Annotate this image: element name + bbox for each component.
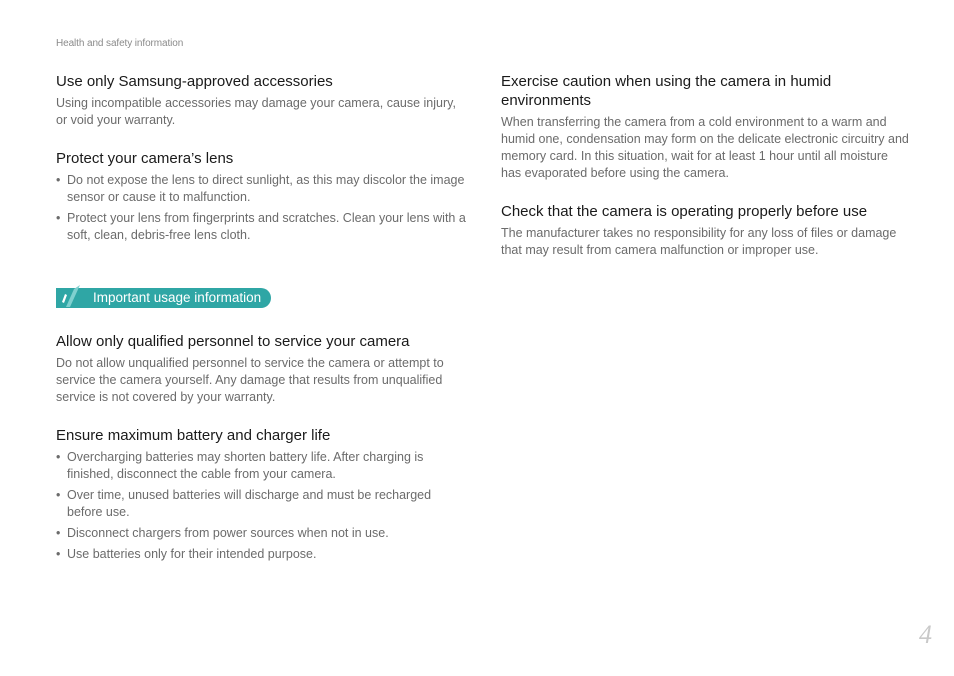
bullet-icon: •: [56, 547, 61, 561]
list-item: [56, 449, 468, 483]
section-qualified-personnel: [56, 332, 468, 406]
section-body: Using incompatible accessories may damage your camera, cause injury, or void your warranty.: [56, 96, 456, 127]
section-protect-lens: [56, 149, 468, 244]
page-number: 4: [919, 620, 932, 649]
section-approved-accessories: [56, 72, 468, 129]
list-item: [56, 172, 468, 206]
bullet-icon: •: [56, 526, 61, 540]
section-body: When transferring the camera from a cold environment to a warm and humid one, condensation may form on the delicate electronic circuitry and memory card. In this situation, wait for at least 1 hour until all moisture has evaporated before using the camera.: [501, 115, 909, 180]
bullet-list: [56, 449, 468, 563]
list-item: [56, 525, 468, 542]
list-item-text: Overcharging batteries may shorten battery life. After charging is finished, disconnect the cable from your camera.: [67, 450, 424, 481]
section-heading: Use only Samsung-approved accessories: [56, 73, 333, 90]
section-battery-life: [56, 426, 468, 563]
bullet-icon: •: [56, 488, 61, 502]
bullet-icon: •: [56, 450, 61, 464]
list-item: [56, 487, 468, 521]
list-item-text: Do not expose the lens to direct sunlight, as this may discolor the image sensor or cause it to malfunction.: [67, 173, 465, 204]
bullet-icon: •: [56, 211, 61, 225]
bullet-icon: •: [56, 173, 61, 187]
bullet-list: [56, 172, 468, 244]
section-heading: Allow only qualified personnel to service your camera: [56, 333, 410, 350]
section-heading: Ensure maximum battery and charger life: [56, 427, 331, 444]
section-humid-environments: [501, 72, 911, 182]
section-body: The manufacturer takes no responsibility for any loss of files or damage that may result from camera malfunction or improper use.: [501, 226, 897, 257]
running-header: Health and safety information: [56, 38, 184, 49]
banner-label: Important usage information: [56, 288, 271, 308]
section-body: Do not allow unqualified personnel to service the camera or attempt to service the camera yourself. Any damage that results from unqualified service is not covered by your warranty.: [56, 356, 444, 404]
list-item: [56, 210, 468, 244]
right-column: [501, 72, 911, 279]
list-item-text: Over time, unused batteries will discharge and must be recharged before use.: [67, 488, 432, 519]
list-item-text: Disconnect chargers from power sources when not in use.: [67, 526, 389, 540]
left-column: [56, 72, 468, 583]
list-item-text: Use batteries only for their intended purpose.: [67, 547, 317, 561]
section-heading: Exercise caution when using the camera in humid environments: [501, 73, 832, 109]
list-item-text: Protect your lens from fingerprints and scratches. Clean your lens with a soft, clean, debris-free lens cloth.: [67, 211, 466, 242]
pencil-note-icon: [56, 285, 84, 311]
section-banner: [56, 288, 271, 308]
section-heading: Protect your camera’s lens: [56, 150, 234, 167]
list-item: [56, 546, 468, 563]
section-heading: Check that the camera is operating properly before use: [501, 203, 868, 220]
section-check-operation: [501, 202, 911, 259]
